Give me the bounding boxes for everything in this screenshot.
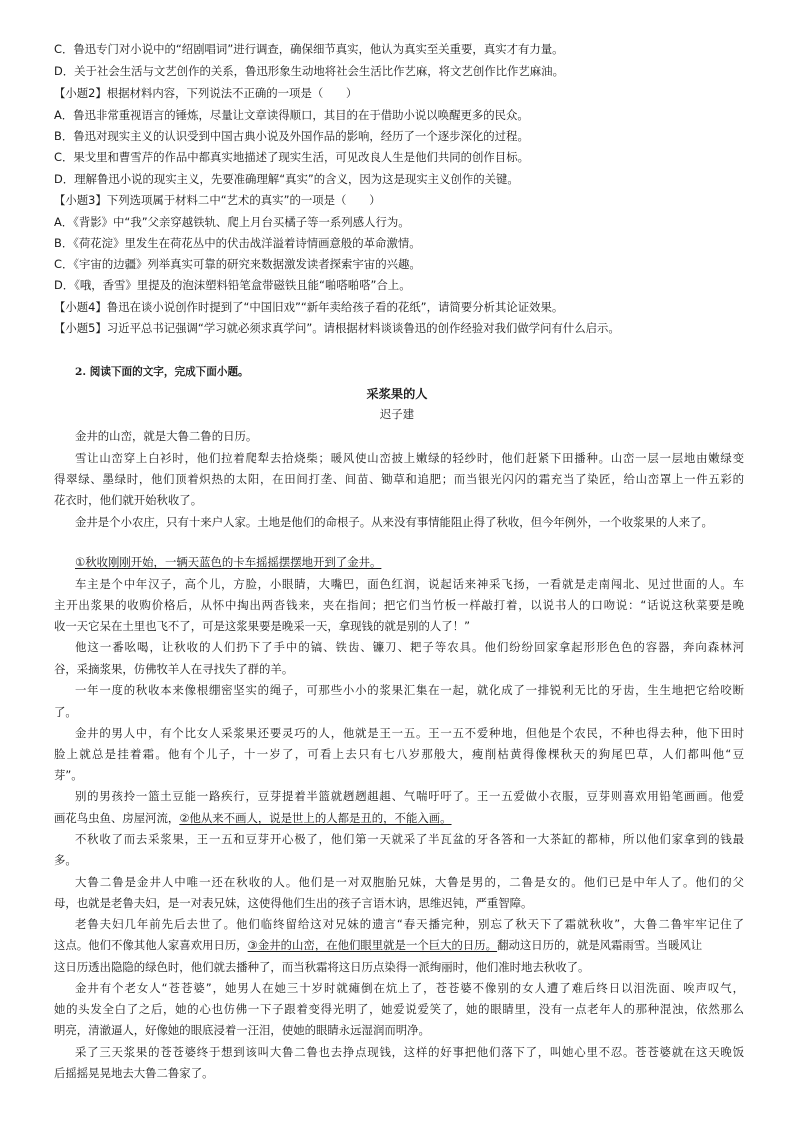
q3-option-d: D．《哦，香雪》里提及的泡沫塑料铅笔盒带磁铁且能“啪嗒啪嗒”合上。	[54, 278, 411, 292]
section-instruction: 2. 阅读下面的文字，完成下面小题。	[75, 366, 249, 378]
paragraph-line: 花衣时，他们就开始秋收了。	[54, 493, 203, 507]
paragraph-line: 别的男孩拎一篮土豆能一路疾行，豆芽提着半篮就趔趔趄趄、气喘吁吁了。王一五爱做小衣服，豆芽则喜欢用铅笔画画。他爱	[75, 789, 744, 803]
q1-option-d: D．关于社会生活与文艺创作的关系，鲁迅形象生动地将社会生活比作艺麻，将文艺创作比作艺麻油。	[54, 64, 564, 78]
paragraph-line: 车主是个中年汉子，高个儿，方脸，小眼睛，大嘴巴，面色红润，说起话来神采飞扬，一看就是走南闯北、见过世面的人。车	[75, 577, 744, 591]
paragraph-line: 大鲁二鲁是金井人中唯一还在秋收的人。他们是一对双胞胎兄妹，大鲁是男的，二鲁是女的。他们已是中年人了。他们的父	[75, 875, 744, 889]
q5-stem: 【小题5】习近平总书记强调“学习就必须求真学问”。请根据材料谈谈鲁迅的创作经验对我们做学问有什么启示。	[54, 321, 620, 335]
paragraph-line: 金井的男人中，有个比女人采浆果还要灵巧的人，他就是王一五。王一五不爱种地，但他是个农民，不种也得去种，他下田时	[75, 726, 744, 740]
paragraph-line: 主开出浆果的收购价格后，从怀中掏出两沓钱来，夹在指间；把它们当竹板一样敲打着，以说书人的口吻说：“话说这秋菜要是晚	[54, 598, 744, 612]
paragraph-line: 金井有个老女人“苍苍婆”，她男人在她三十岁时就瘫倒在炕上了，苍苍婆不像别的女人遭了难后终日以泪洗面、唉声叹气，	[75, 981, 744, 995]
q2-option-a: A．鲁迅非常重视语言的锤炼，尽量让文章读得顺口，其目的在于借助小说以唤醒更多的民众。	[54, 108, 529, 122]
underlined-sentence-1: ①秋收刚刚开始，一辆天蓝色的卡车摇摇摆摆地开到了金井。	[75, 555, 382, 569]
q2-option-b: B．鲁迅对现实主义的认识受到中国古典小说及外国作品的影响，经历了一个逐步深化的过程。	[54, 129, 529, 143]
paragraph-line: 谷，采摘浆果，仿佛牧羊人在寻找失了群的羊。	[54, 662, 294, 676]
paragraph-line: 多。	[54, 853, 77, 867]
paragraph-line: 后摇摇晃晃地去大鲁二鲁家了。	[54, 1066, 214, 1080]
underlined-sentence-3: ③金井的山峦，在他们眼里就是一个巨大的日历。	[247, 938, 498, 952]
text-segment: 这点。他们不像其他人家喜欢用日历，	[54, 938, 248, 952]
paragraph-line: 一年一度的秋收本来像根绷密坚实的绳子，可那些小小的浆果汇集在一起，就化成了一排锐利无比的牙齿，生生地把它给咬断	[75, 683, 744, 697]
q2-stem: 【小题2】根据材料内容，下列说法不正确的一项是（ ）	[54, 86, 358, 100]
paragraph-line	[54, 808, 744, 828]
q3-option-a: A．《背影》中“我”父亲穿越铁轨、爬上月台买橘子等一系列感人行为。	[54, 215, 410, 229]
text-segment: 翻动这日历的，就是风霜雨雪。当暖风让	[497, 938, 703, 952]
paragraph-line: 雪让山峦穿上白衫时，他们拉着爬犁去拾烧柴；暖风使山峦披上嫩绿的轻纱时，他们赶紧下田播种。山峦一层一层地由嫩绿变	[75, 451, 744, 465]
paragraph-line: 金井的山峦，就是大鲁二鲁的日历。	[75, 429, 258, 443]
paragraph-line: 芽”。	[54, 768, 83, 782]
paragraph-line: 明亮，清澈逼人，好像她的眼底浸着一汪泪，使她的眼睛永远湿润而明净。	[54, 1023, 430, 1037]
paragraph-line: 了。	[54, 705, 77, 719]
paragraph-line: 得翠绿、墨绿时，他们顶着炽热的太阳，在田间打垄、间苗、锄草和追肥；而当银光闪闪的霜充当了染匠，给山峦罩上一件五彩的	[54, 472, 744, 486]
story-title: 采浆果的人	[366, 387, 428, 401]
story-author: 迟子建	[379, 407, 415, 421]
paragraph-line: 金井是个小农庄，只有十来户人家。土地是他们的命根子。从来没有事情能阻止得了秋收，但今年例外，一个收浆果的人来了。	[75, 515, 713, 529]
underlined-sentence-2: ②他从来不画人，说是世上的人都是丑的，不能入画。	[179, 811, 452, 825]
q3-option-b: B．《荷花淀》里发生在荷花丛中的伏击战洋溢着诗情画意般的革命激情。	[54, 236, 421, 250]
paragraph-line: 脸上就总是挂着霜。他有个儿子，十一岁了，可看上去只有七八岁那般大，瘦削枯黄得像棵秋天的狗尾巴草，人们都叫他“豆	[54, 747, 744, 761]
paragraph-line	[54, 935, 744, 955]
q2-option-c: C．果戈里和曹雪芹的作品中都真实地描述了现实生活，可见改良人生是他们共同的创作目标。	[54, 150, 529, 164]
q3-stem: 【小题3】下列选项属于材料二中“艺术的真实”的一项是（ ）	[54, 193, 381, 207]
paragraph-line: 采了三天浆果的苍苍婆终于想到该叫大鲁二鲁也去挣点现钱，这样的好事把他们落下了，叫她心里不忍。苍苍婆就在这天晚饭	[75, 1045, 744, 1059]
paragraph-line: 老鲁夫妇几年前先后去世了。他们临终留给这对兄妹的遗言“春天播完种，别忘了秋天下了霜就秋收”，大鲁二鲁牢牢记住了	[75, 917, 744, 931]
q3-option-c: C．《宇宙的边疆》列举真实可靠的研究来数据激发读者探索宇宙的兴趣。	[54, 257, 421, 271]
q2-option-d: D．理解鲁迅小说的现实主义，先要准确理解“真实”的含义，因为这是现实主义创作的关键。	[54, 172, 519, 186]
paragraph-line: 这日历透出隐隐的绿色时，他们就去播种了，而当秋霜将这日历点染得一派绚丽时，他们准时地去秋收了。	[54, 960, 590, 974]
text-segment: 画花鸟虫鱼、房屋河流，	[54, 811, 180, 825]
q4-stem: 【小题4】鲁迅在谈小说创作时提到了“中国旧戏”“新年卖给孩子看的花纸”，请简要分析其论证效果。	[54, 300, 564, 314]
paragraph-line: 母，也就是老鲁夫妇，是一对表兄妹，这使得他们生出的孩子言语木讷，思维迟钝，严重智障。	[54, 896, 533, 910]
paragraph-line: 他这一番吆喝，让秋收的人们扔下了手中的镐、铁齿、镰刀、耙子等农具。他们纷纷回家拿起形形色色的容器，奔向森林河	[75, 640, 744, 654]
q1-option-c: C．鲁迅专门对小说中的“绍剧唱词”进行调查，确保细节真实，他认为真实至关重要，真实才有力量。	[54, 42, 564, 56]
paragraph-line: 收一天它呆在土里也飞不了，可是这浆果要是晚采一天，拿现钱的就是别的人了！”	[54, 619, 470, 633]
paragraph-line: 她的头发全白了之后，她的心也仿佛一下子跟着变得光明了，她爱说爱笑了，她的眼睛里，没有一点老年人的那种混浊，依然那么	[54, 1002, 744, 1016]
paragraph-line: 不秋收了而去采浆果，王一五和豆芽开心极了，他们第一天就采了半瓦盆的牙各答和一大茶缸的都柿，所以他们家拿到的钱最	[75, 832, 744, 846]
